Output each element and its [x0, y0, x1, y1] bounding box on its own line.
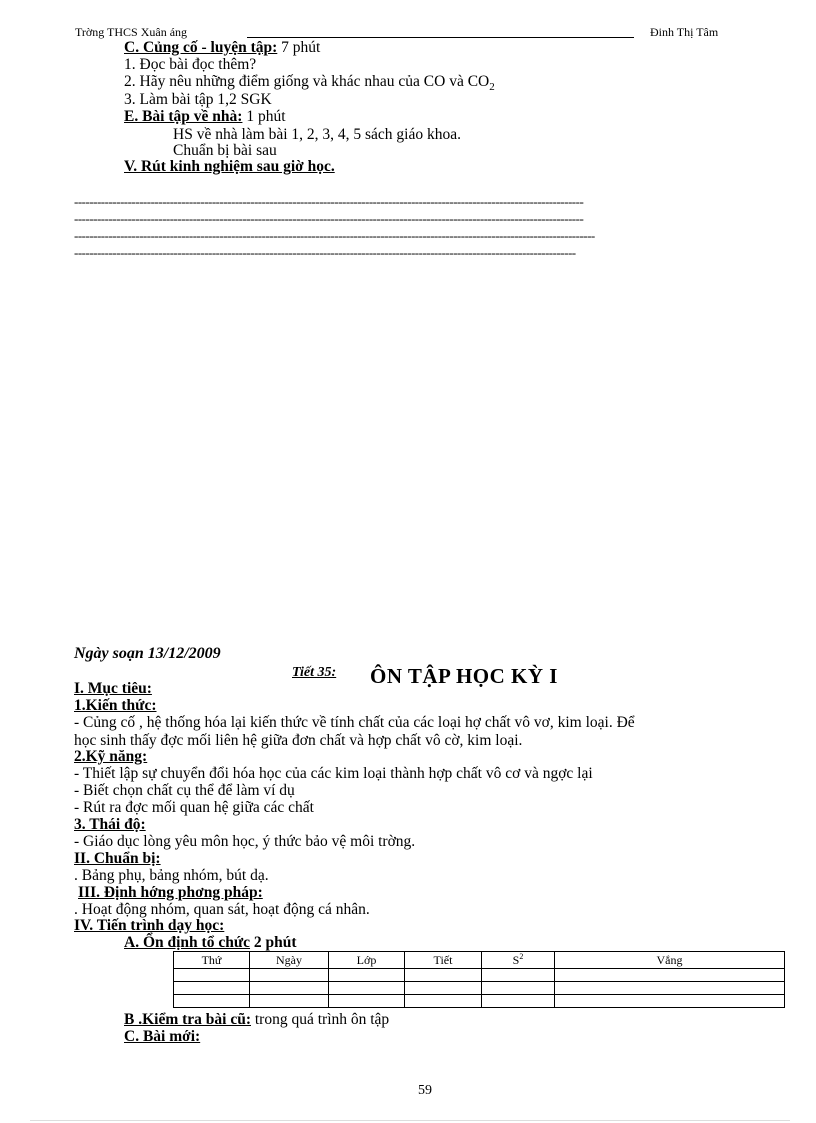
attitude-line: - Giáo dục lòng yêu môn học, ý thức bảo vệ môi trờng.: [74, 833, 416, 850]
table-row: [174, 969, 785, 982]
header-teacher: Đinh Thị Tâm: [650, 25, 719, 39]
attendance-table: [173, 951, 785, 1008]
new-lesson-heading: C. Bài mới:: [124, 1028, 201, 1045]
check-text: trong quá trình ôn tập: [251, 1011, 390, 1028]
col-size: [482, 952, 555, 969]
skills-line-2: - Biết chọn chất cụ thể để làm ví dụ: [74, 782, 295, 799]
attitude-heading: 3. Thái độ:: [74, 816, 146, 833]
col-size-superscript: 2: [519, 952, 524, 961]
col-size-label: S: [512, 953, 520, 967]
experience-heading: V. Rút kinh nghiệm sau giờ học.: [124, 158, 335, 175]
attendance-header-row: [174, 952, 785, 969]
col-class: Lớp: [329, 952, 405, 969]
prep-line: . Bảng phụ, bảng nhóm, bút dạ.: [74, 867, 269, 884]
dash-line-4: -----------------------------------------------------------------------------------------------------------------------------------: [74, 245, 576, 260]
org-time: 2 phút: [250, 934, 297, 951]
consolidation-item-3: 3. Làm bài tập 1,2 SGK: [124, 91, 272, 108]
footer-divider: [30, 1120, 790, 1121]
col-date: Ngày: [250, 952, 329, 969]
header-rule: [247, 37, 634, 38]
check-line: [124, 1011, 389, 1028]
homework-heading: E. Bài tập về nhà:: [124, 108, 243, 125]
consolidation-item-1: 1. Đọc bài đọc thêm?: [124, 56, 257, 73]
consolidation-heading: C. Củng cố - luyện tập:: [124, 39, 278, 56]
method-heading: III. Định hớng phơng pháp:: [78, 884, 263, 901]
knowledge-line-2: học sinh thấy đợc mối liên hệ giữa đơn chất và hợp chất vô cờ, kim loại.: [74, 732, 523, 749]
consolidation-time: 7 phút: [277, 39, 321, 56]
knowledge-line-1: - Củng cố , hệ thống hóa lại kiến thức về tính chất của các loại hợ chất vô vơ, kim loại. Để: [74, 714, 635, 731]
page-number: 59: [418, 1083, 432, 1098]
header-school: Trờng THCS Xuân áng: [75, 25, 188, 39]
org-heading: A. Ổn định tổ chức: [124, 934, 251, 951]
period-label: Tiết 35:: [292, 665, 337, 680]
lesson-date: Ngày soạn 13/12/2009: [74, 645, 221, 662]
homework-line-2: Chuẩn bị bài sau: [173, 142, 277, 159]
skills-line-3: - Rút ra đợc mối quan hệ giữa các chất: [74, 799, 314, 816]
method-line: . Hoạt động nhóm, quan sát, hoạt động cá nhân.: [74, 901, 370, 918]
homework-line: [124, 108, 286, 125]
homework-time: 1 phút: [242, 108, 286, 125]
skills-line-1: - Thiết lập sự chuyển đổi hóa học của các kim loại thành hợp chất vô cơ và ngợc lại: [74, 765, 593, 782]
col-absent: Vắng: [555, 952, 785, 969]
process-heading: IV. Tiến trình dạy học:: [74, 917, 225, 934]
prep-heading: II. Chuẩn bị:: [74, 850, 161, 867]
consolidation-line: [124, 39, 320, 56]
co2-subscript: 2: [489, 81, 495, 94]
objectives-heading: I. Mục tiêu:: [74, 680, 152, 697]
col-period: Tiết: [405, 952, 482, 969]
table-row: [174, 995, 785, 1008]
dash-line-2: -------------------------------------------------------------------------------------------------------------------------------------: [74, 211, 584, 226]
org-line: [124, 934, 297, 951]
lesson-title: ÔN TẬP HỌC KỲ I: [370, 664, 558, 688]
skills-heading: 2.Kỹ năng:: [74, 748, 148, 765]
consolidation-item-2-text: 2. Hãy nêu những điểm giống và khác nhau của CO và CO: [124, 73, 490, 90]
homework-line-1: HS về nhà làm bài 1, 2, 3, 4, 5 sách giáo khoa.: [173, 126, 461, 143]
check-heading: B .Kiểm tra bài cũ:: [124, 1011, 251, 1028]
col-day: Thứ: [174, 952, 250, 969]
table-row: [174, 982, 785, 995]
dash-line-1: -------------------------------------------------------------------------------------------------------------------------------------: [74, 194, 584, 209]
knowledge-heading: 1.Kiến thức:: [74, 697, 157, 714]
dash-line-3: ----------------------------------------------------------------------------------------------------------------------------------------: [74, 228, 595, 243]
